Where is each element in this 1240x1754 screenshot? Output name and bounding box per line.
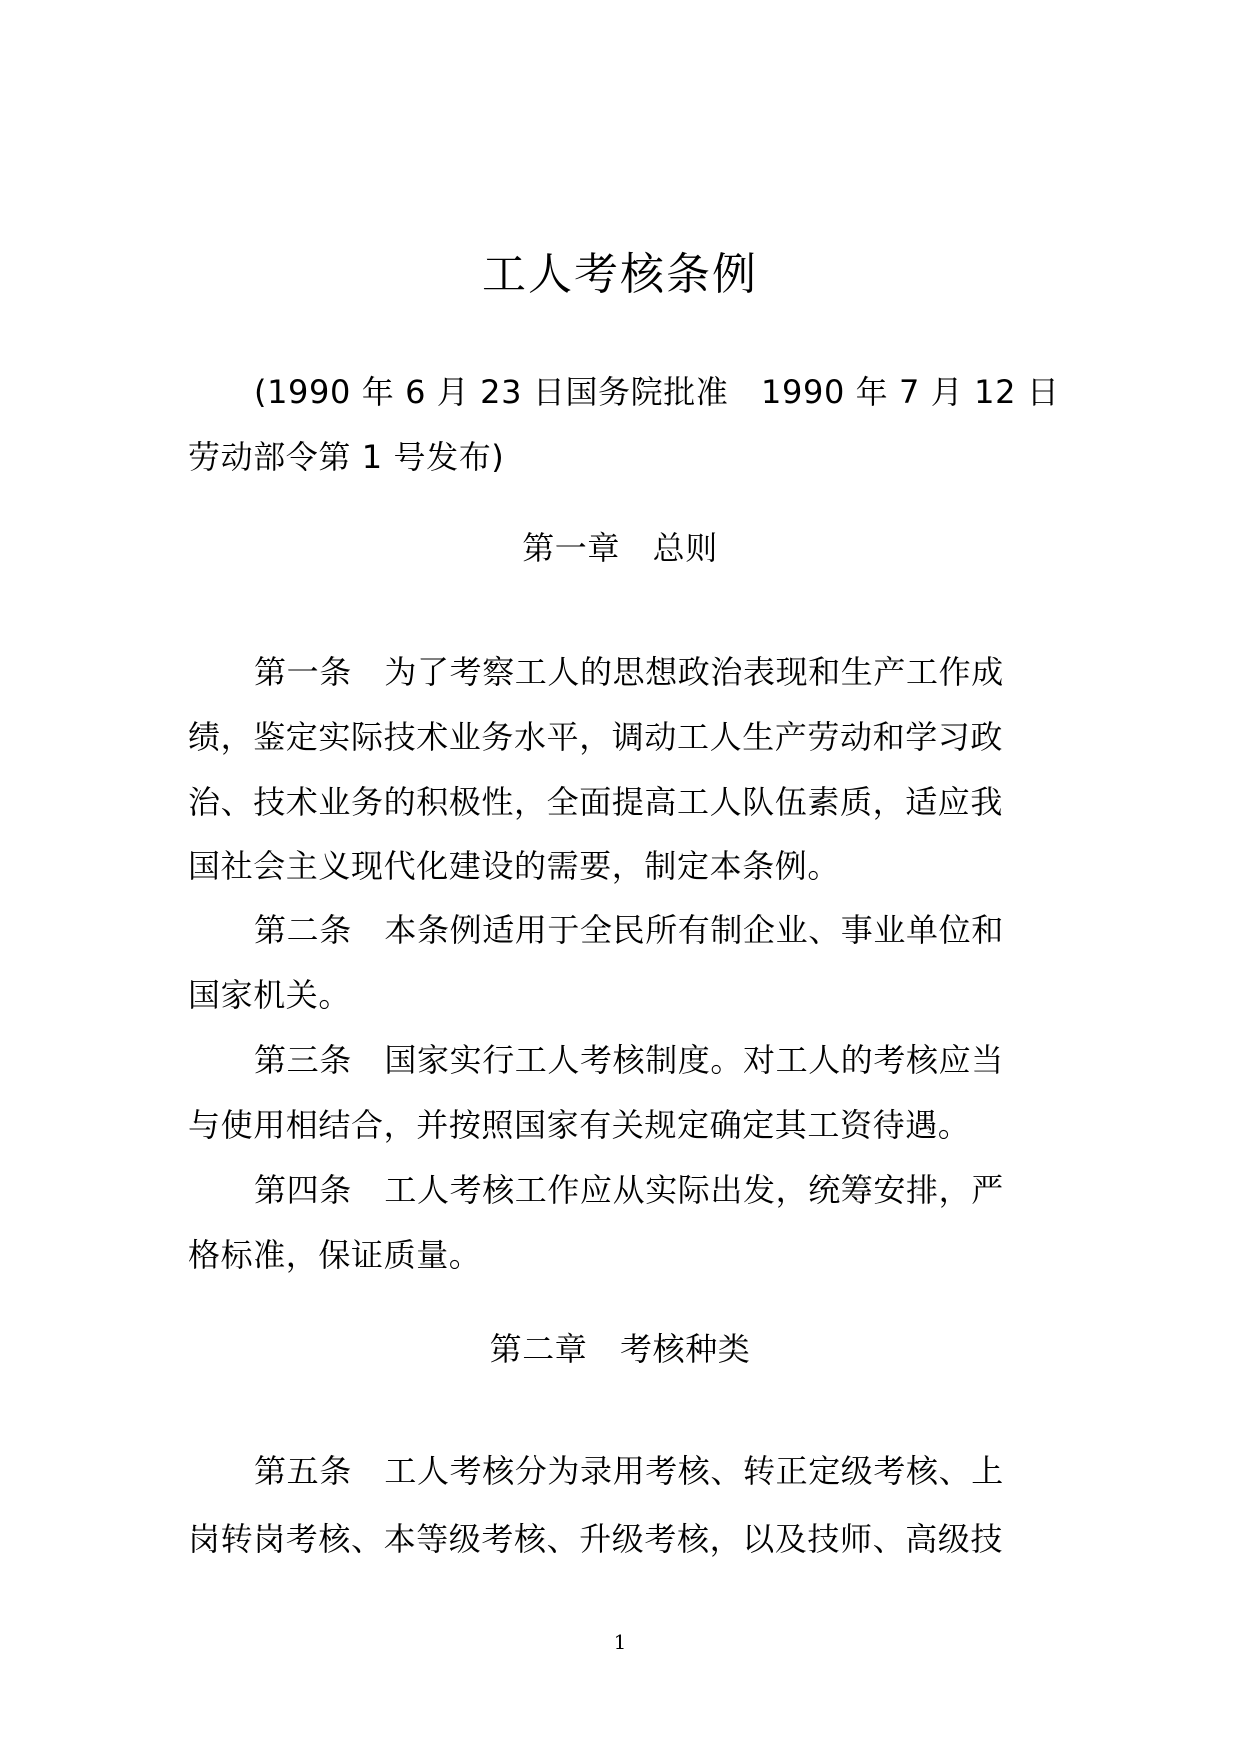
article-1-line-2: 绩，鉴定实际技术业务水平，调动工人生产劳动和学习政	[188, 718, 1004, 756]
article-2-line-2: 国家机关。	[188, 976, 352, 1014]
article-1-line-4: 国社会主义现代化建设的需要，制定本条例。	[188, 847, 841, 885]
article-5-line-2: 岗转岗考核、本等级考核、升级考核，以及技师、高级技	[188, 1520, 1004, 1558]
document-title: 工人考核条例	[482, 249, 758, 300]
source-note-line-1: (1990 年 6 月 23 日国务院批准 1990 年 7 月 12 日	[254, 373, 1060, 411]
article-4-line-1: 第四条 工人考核工作应从实际出发，统筹安排，严	[254, 1171, 1004, 1209]
article-5-line-1: 第五条 工人考核分为录用考核、转正定级考核、上	[254, 1452, 1004, 1490]
article-1-line-3: 治、技术业务的积极性，全面提高工人队伍素质，适应我	[188, 783, 1004, 821]
chapter-1-heading: 第一章 总则	[522, 529, 718, 567]
article-1-line-1: 第一条 为了考察工人的思想政治表现和生产工作成	[254, 653, 1004, 691]
chapter-2-heading: 第二章 考核种类	[489, 1330, 751, 1368]
article-3-line-1: 第三条 国家实行工人考核制度。对工人的考核应当	[254, 1041, 1004, 1079]
article-2-line-1: 第二条 本条例适用于全民所有制企业、事业单位和	[254, 911, 1004, 949]
article-4-line-2: 格标准，保证质量。	[188, 1236, 482, 1274]
source-note-line-2: 劳动部令第 1 号发布)	[188, 438, 505, 476]
page-number: 1	[613, 1630, 627, 1654]
article-3-line-2: 与使用相结合，并按照国家有关规定确定其工资待遇。	[188, 1106, 971, 1144]
